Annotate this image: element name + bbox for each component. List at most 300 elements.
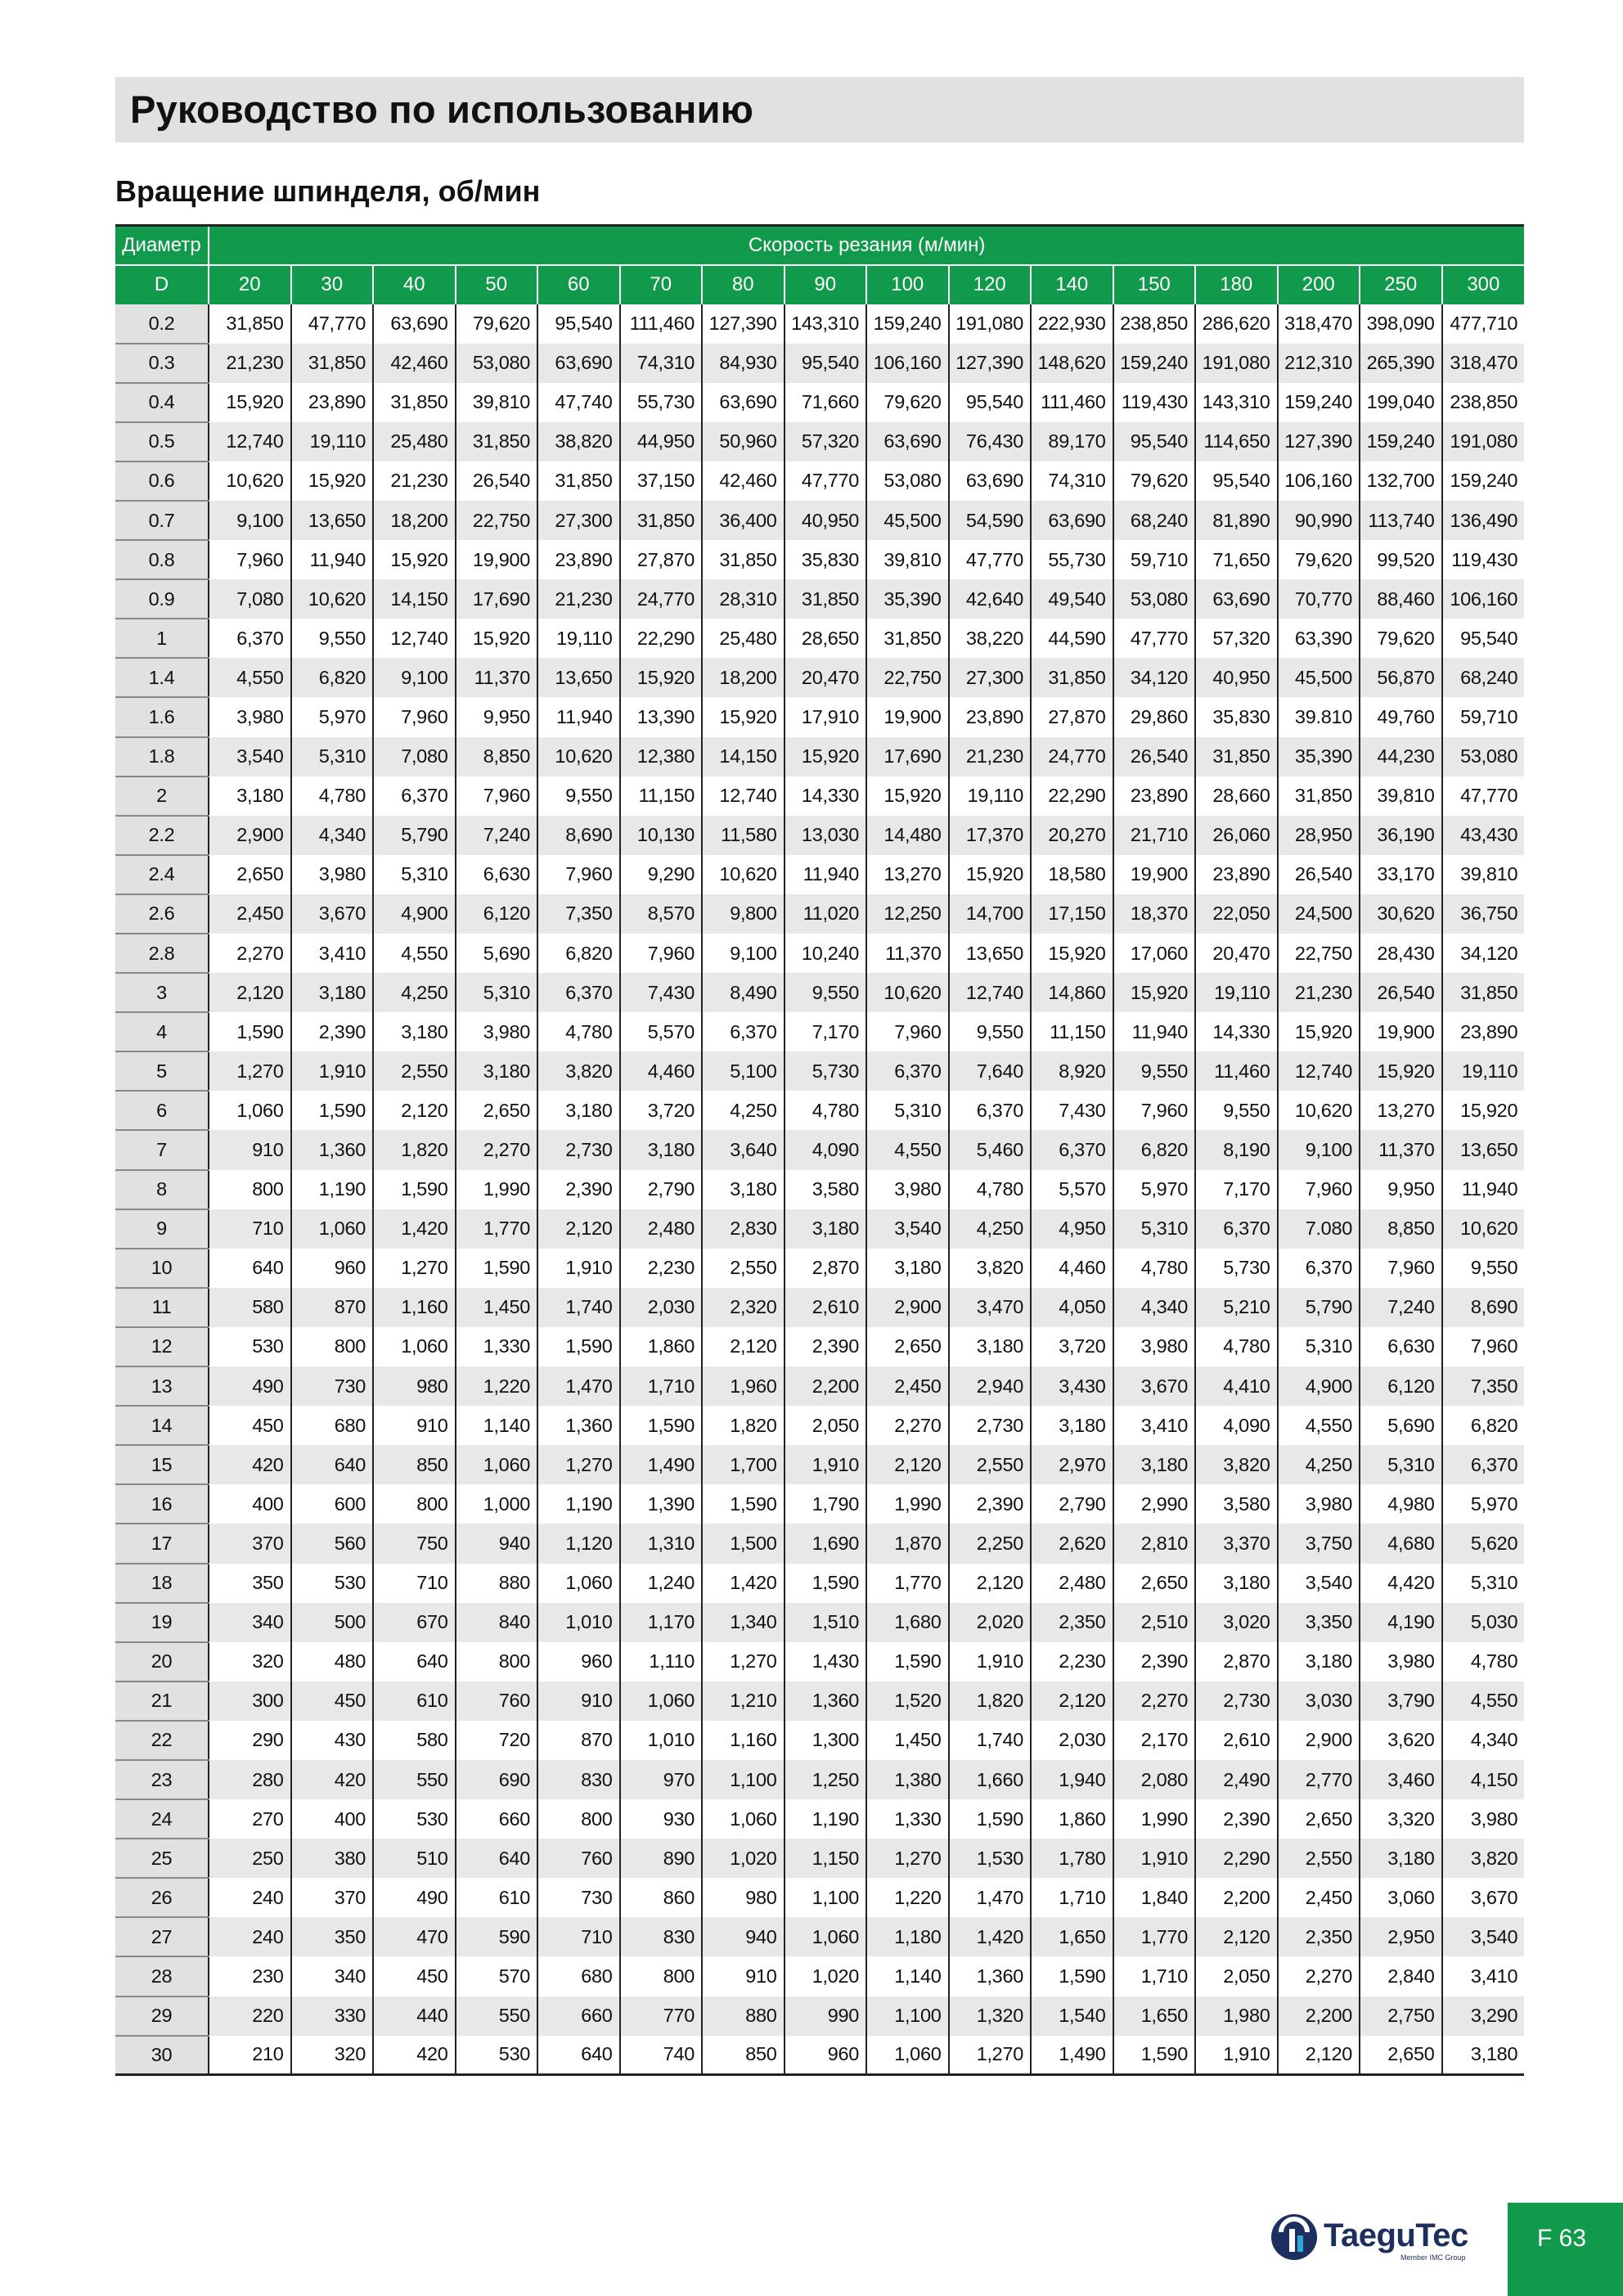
rpm-cell: 113,740 bbox=[1360, 501, 1442, 540]
rpm-cell: 1,700 bbox=[702, 1445, 785, 1484]
rpm-cell: 6,370 bbox=[373, 777, 456, 816]
rpm-cell: 5,790 bbox=[1278, 1288, 1360, 1327]
rpm-cell: 350 bbox=[291, 1917, 374, 1956]
rpm-cell: 5,970 bbox=[1442, 1484, 1525, 1524]
rpm-cell: 28,430 bbox=[1360, 934, 1442, 973]
diameter-cell: 16 bbox=[115, 1484, 209, 1524]
diameter-cell: 19 bbox=[115, 1603, 209, 1642]
rpm-cell: 450 bbox=[291, 1681, 374, 1721]
table-row bbox=[115, 1288, 1524, 1327]
table-row bbox=[115, 422, 1524, 461]
table-row bbox=[115, 1209, 1524, 1249]
rpm-cell: 1,510 bbox=[785, 1603, 867, 1642]
rpm-cell: 19,110 bbox=[1442, 1051, 1525, 1091]
rpm-cell: 3,180 bbox=[1113, 1445, 1196, 1484]
rpm-cell: 4,780 bbox=[949, 1170, 1032, 1209]
rpm-cell: 940 bbox=[456, 1524, 538, 1563]
table-row bbox=[115, 1170, 1524, 1209]
rpm-cell: 640 bbox=[291, 1445, 374, 1484]
table-row bbox=[115, 1681, 1524, 1721]
rpm-cell: 15,920 bbox=[1031, 934, 1113, 973]
rpm-cell: 21,230 bbox=[373, 461, 456, 501]
rpm-cell: 680 bbox=[537, 1956, 620, 1996]
rpm-cell: 28,650 bbox=[785, 619, 867, 658]
table-row bbox=[115, 658, 1524, 697]
rpm-cell: 238,850 bbox=[1113, 304, 1196, 344]
rpm-cell: 1,860 bbox=[1031, 1799, 1113, 1839]
speed-header-cell: 250 bbox=[1360, 265, 1442, 304]
diameter-cell: 21 bbox=[115, 1681, 209, 1721]
rpm-cell: 88,460 bbox=[1360, 579, 1442, 619]
rpm-cell: 8,850 bbox=[456, 737, 538, 777]
rpm-cell: 3,410 bbox=[1442, 1956, 1525, 1996]
rpm-cell: 23,890 bbox=[1113, 777, 1196, 816]
diameter-cell: 0.9 bbox=[115, 579, 209, 619]
diameter-cell: 28 bbox=[115, 1956, 209, 1996]
rpm-cell: 79,620 bbox=[1360, 619, 1442, 658]
rpm-cell: 159,240 bbox=[1360, 422, 1442, 461]
rpm-cell: 1,860 bbox=[620, 1327, 703, 1366]
rpm-cell: 3,540 bbox=[1278, 1564, 1360, 1603]
rpm-cell: 19,900 bbox=[866, 697, 949, 736]
rpm-cell: 54,590 bbox=[949, 501, 1032, 540]
rpm-cell: 400 bbox=[291, 1799, 374, 1839]
rpm-cell: 14,330 bbox=[785, 777, 867, 816]
rpm-cell: 910 bbox=[209, 1130, 291, 1169]
table-row bbox=[115, 1366, 1524, 1406]
rpm-cell: 570 bbox=[456, 1956, 538, 1996]
rpm-cell: 63,690 bbox=[1031, 501, 1113, 540]
rpm-cell: 9,100 bbox=[702, 934, 785, 973]
rpm-cell: 36,190 bbox=[1360, 816, 1442, 855]
rpm-cell: 420 bbox=[291, 1760, 374, 1799]
rpm-cell: 19,110 bbox=[949, 777, 1032, 816]
rpm-cell: 20,270 bbox=[1031, 816, 1113, 855]
rpm-cell: 3,670 bbox=[291, 894, 374, 934]
rpm-cell: 136,490 bbox=[1442, 501, 1525, 540]
rpm-cell: 1,530 bbox=[949, 1839, 1032, 1878]
rpm-cell: 330 bbox=[291, 1997, 374, 2036]
rpm-cell: 29,860 bbox=[1113, 697, 1196, 736]
rpm-cell: 1,060 bbox=[866, 2036, 949, 2075]
rpm-cell: 7,080 bbox=[373, 737, 456, 777]
rpm-cell: 35,830 bbox=[785, 540, 867, 579]
rpm-cell: 2,120 bbox=[1031, 1681, 1113, 1721]
rpm-cell: 990 bbox=[785, 1997, 867, 2036]
rpm-cell: 1,710 bbox=[1113, 1956, 1196, 1996]
table-row bbox=[115, 2036, 1524, 2075]
rpm-cell: 127,390 bbox=[1278, 422, 1360, 461]
rpm-cell: 2,250 bbox=[949, 1524, 1032, 1563]
rpm-cell: 1,420 bbox=[702, 1564, 785, 1603]
rpm-cell: 4,550 bbox=[1442, 1681, 1525, 1721]
rpm-cell: 490 bbox=[209, 1366, 291, 1406]
rpm-cell: 340 bbox=[291, 1956, 374, 1996]
rpm-cell: 13,390 bbox=[620, 697, 703, 736]
rpm-cell: 2,120 bbox=[373, 1091, 456, 1130]
d-label-header: D bbox=[115, 265, 209, 304]
rpm-cell: 1,840 bbox=[1113, 1878, 1196, 1917]
rpm-cell: 68,240 bbox=[1442, 658, 1525, 697]
table-row bbox=[115, 1760, 1524, 1799]
rpm-cell: 6,370 bbox=[1278, 1249, 1360, 1288]
rpm-cell: 1,450 bbox=[456, 1288, 538, 1327]
rpm-cell: 34,120 bbox=[1442, 934, 1525, 973]
rpm-cell: 530 bbox=[291, 1564, 374, 1603]
rpm-cell: 10,620 bbox=[209, 461, 291, 501]
rpm-cell: 2,870 bbox=[785, 1249, 867, 1288]
rpm-cell: 45,500 bbox=[1278, 658, 1360, 697]
rpm-cell: 3,980 bbox=[291, 855, 374, 894]
rpm-cell: 580 bbox=[373, 1721, 456, 1760]
rpm-cell: 17,690 bbox=[456, 579, 538, 619]
rpm-cell: 11,370 bbox=[866, 934, 949, 973]
rpm-cell: 1,270 bbox=[209, 1051, 291, 1091]
rpm-cell: 2,200 bbox=[1278, 1997, 1360, 2036]
rpm-cell: 99,520 bbox=[1360, 540, 1442, 579]
rpm-cell: 35,390 bbox=[1278, 737, 1360, 777]
rpm-cell: 2,970 bbox=[1031, 1445, 1113, 1484]
rpm-cell: 1,060 bbox=[702, 1799, 785, 1839]
speed-header-cell: 100 bbox=[866, 265, 949, 304]
rpm-cell: 15,920 bbox=[949, 855, 1032, 894]
rpm-cell: 1,250 bbox=[785, 1760, 867, 1799]
rpm-cell: 11,940 bbox=[785, 855, 867, 894]
rpm-cell: 4,050 bbox=[1031, 1288, 1113, 1327]
rpm-cell: 3,180 bbox=[209, 777, 291, 816]
rpm-cell: 720 bbox=[456, 1721, 538, 1760]
rpm-cell: 750 bbox=[373, 1524, 456, 1563]
rpm-cell: 14,150 bbox=[373, 579, 456, 619]
rpm-cell: 2,650 bbox=[1278, 1799, 1360, 1839]
rpm-cell: 3,980 bbox=[1360, 1642, 1442, 1681]
rpm-cell: 106,160 bbox=[1278, 461, 1360, 501]
speed-header-cell: 80 bbox=[702, 265, 785, 304]
rpm-cell: 710 bbox=[537, 1917, 620, 1956]
rpm-cell: 2,080 bbox=[1113, 1760, 1196, 1799]
rpm-cell: 47,770 bbox=[949, 540, 1032, 579]
rpm-cell: 2,950 bbox=[1360, 1917, 1442, 1956]
rpm-cell: 2,550 bbox=[949, 1445, 1032, 1484]
rpm-cell: 3,820 bbox=[949, 1249, 1032, 1288]
rpm-cell: 1,870 bbox=[866, 1524, 949, 1563]
rpm-cell: 800 bbox=[620, 1956, 703, 1996]
rpm-cell: 13,270 bbox=[866, 855, 949, 894]
rpm-cell: 1,660 bbox=[949, 1760, 1032, 1799]
rpm-cell: 2,050 bbox=[1195, 1956, 1278, 1996]
table-row bbox=[115, 1917, 1524, 1956]
table-row bbox=[115, 855, 1524, 894]
rpm-cell: 1,680 bbox=[866, 1603, 949, 1642]
rpm-cell: 63,690 bbox=[866, 422, 949, 461]
rpm-cell: 980 bbox=[702, 1878, 785, 1917]
rpm-cell: 3,180 bbox=[785, 1209, 867, 1249]
table-row bbox=[115, 383, 1524, 422]
rpm-cell: 3,620 bbox=[1360, 1721, 1442, 1760]
rpm-cell: 3,410 bbox=[1113, 1406, 1196, 1445]
rpm-cell: 59,710 bbox=[1442, 697, 1525, 736]
rpm-cell: 4,550 bbox=[373, 934, 456, 973]
rpm-cell: 2,480 bbox=[620, 1209, 703, 1249]
rpm-cell: 1,490 bbox=[1031, 2036, 1113, 2075]
rpm-cell: 660 bbox=[456, 1799, 538, 1839]
rpm-cell: 1,540 bbox=[1031, 1997, 1113, 2036]
diameter-cell: 11 bbox=[115, 1288, 209, 1327]
rpm-cell: 31,850 bbox=[1442, 973, 1525, 1012]
rpm-cell: 12,740 bbox=[949, 973, 1032, 1012]
rpm-cell: 7,960 bbox=[1360, 1249, 1442, 1288]
rpm-cell: 9,550 bbox=[1442, 1249, 1525, 1288]
rpm-cell: 1,210 bbox=[702, 1681, 785, 1721]
rpm-cell: 4,340 bbox=[1113, 1288, 1196, 1327]
rpm-cell: 670 bbox=[373, 1603, 456, 1642]
rpm-cell: 4,460 bbox=[620, 1051, 703, 1091]
rpm-cell: 95,540 bbox=[1195, 461, 1278, 501]
rpm-cell: 24,770 bbox=[620, 579, 703, 619]
rpm-cell: 15,920 bbox=[866, 777, 949, 816]
rpm-cell: 5,030 bbox=[1442, 1603, 1525, 1642]
rpm-cell: 2,610 bbox=[785, 1288, 867, 1327]
rpm-cell: 55,730 bbox=[1031, 540, 1113, 579]
rpm-cell: 81,890 bbox=[1195, 501, 1278, 540]
table-row bbox=[115, 1524, 1524, 1563]
rpm-cell: 6,820 bbox=[291, 658, 374, 697]
rpm-cell: 143,310 bbox=[1195, 383, 1278, 422]
rpm-cell: 1,000 bbox=[456, 1484, 538, 1524]
rpm-cell: 850 bbox=[702, 2036, 785, 2075]
rpm-cell: 1,330 bbox=[866, 1799, 949, 1839]
rpm-cell: 18,370 bbox=[1113, 894, 1196, 934]
rpm-cell: 31,850 bbox=[209, 304, 291, 344]
rpm-cell: 4,550 bbox=[866, 1130, 949, 1169]
rpm-cell: 880 bbox=[702, 1997, 785, 2036]
rpm-cell: 1,490 bbox=[620, 1445, 703, 1484]
rpm-cell: 7,350 bbox=[1442, 1366, 1525, 1406]
rpm-cell: 11,940 bbox=[537, 697, 620, 736]
rpm-cell: 31,850 bbox=[291, 344, 374, 383]
rpm-cell: 1,190 bbox=[785, 1799, 867, 1839]
rpm-cell: 500 bbox=[291, 1603, 374, 1642]
rpm-cell: 440 bbox=[373, 1997, 456, 2036]
rpm-cell: 2,450 bbox=[209, 894, 291, 934]
rpm-cell: 265,390 bbox=[1360, 344, 1442, 383]
rpm-cell: 6,630 bbox=[456, 855, 538, 894]
rpm-cell: 4,780 bbox=[1442, 1642, 1525, 1681]
rpm-cell: 230 bbox=[209, 1956, 291, 1996]
table-row bbox=[115, 1997, 1524, 2036]
table-row bbox=[115, 1091, 1524, 1130]
rpm-cell: 5,310 bbox=[1442, 1564, 1525, 1603]
rpm-cell: 35,390 bbox=[866, 579, 949, 619]
rpm-cell: 1,160 bbox=[702, 1721, 785, 1760]
rpm-cell: 2,230 bbox=[620, 1249, 703, 1288]
rpm-cell: 1,650 bbox=[1031, 1917, 1113, 1956]
rpm-cell: 1,590 bbox=[620, 1406, 703, 1445]
diameter-cell: 2.2 bbox=[115, 816, 209, 855]
rpm-cell: 2,490 bbox=[1195, 1760, 1278, 1799]
diameter-cell: 2.6 bbox=[115, 894, 209, 934]
rpm-cell: 1,910 bbox=[1113, 1839, 1196, 1878]
rpm-cell: 2,120 bbox=[209, 973, 291, 1012]
rpm-cell: 2,990 bbox=[1113, 1484, 1196, 1524]
rpm-cell: 2,390 bbox=[785, 1327, 867, 1366]
rpm-cell: 2,770 bbox=[1278, 1760, 1360, 1799]
diameter-cell: 5 bbox=[115, 1051, 209, 1091]
table-row bbox=[115, 1484, 1524, 1524]
rpm-cell: 12,740 bbox=[373, 619, 456, 658]
speed-header-cell: 40 bbox=[373, 265, 456, 304]
rpm-cell: 17,690 bbox=[866, 737, 949, 777]
rpm-cell: 610 bbox=[373, 1681, 456, 1721]
taegutec-logo-icon bbox=[1270, 2213, 1319, 2262]
rpm-cell: 148,620 bbox=[1031, 344, 1113, 383]
table-row bbox=[115, 973, 1524, 1012]
rpm-cell: 5,570 bbox=[620, 1012, 703, 1051]
rpm-cell: 1,590 bbox=[1113, 2036, 1196, 2075]
rpm-cell: 53,080 bbox=[1442, 737, 1525, 777]
rpm-cell: 1,100 bbox=[702, 1760, 785, 1799]
rpm-cell: 5,100 bbox=[702, 1051, 785, 1091]
rpm-cell: 42,460 bbox=[702, 461, 785, 501]
rpm-cell: 1,910 bbox=[537, 1249, 620, 1288]
rpm-cell: 45,500 bbox=[866, 501, 949, 540]
diameter-cell: 0.3 bbox=[115, 344, 209, 383]
rpm-cell: 1,420 bbox=[949, 1917, 1032, 1956]
rpm-cell: 12,380 bbox=[620, 737, 703, 777]
table-row bbox=[115, 1642, 1524, 1681]
rpm-cell: 2,650 bbox=[1113, 1564, 1196, 1603]
rpm-cell: 7,080 bbox=[209, 579, 291, 619]
rpm-cell: 800 bbox=[537, 1799, 620, 1839]
rpm-cell: 1,240 bbox=[620, 1564, 703, 1603]
rpm-cell: 22,750 bbox=[866, 658, 949, 697]
rpm-cell: 17,370 bbox=[949, 816, 1032, 855]
rpm-cell: 57,320 bbox=[785, 422, 867, 461]
rpm-cell: 250 bbox=[209, 1839, 291, 1878]
rpm-cell: 4,680 bbox=[1360, 1524, 1442, 1563]
table-row bbox=[115, 934, 1524, 973]
rpm-cell: 4,550 bbox=[1278, 1406, 1360, 1445]
rpm-cell: 1,310 bbox=[620, 1524, 703, 1563]
rpm-cell: 1,360 bbox=[949, 1956, 1032, 1996]
rpm-cell: 191,080 bbox=[1442, 422, 1525, 461]
rpm-cell: 15,920 bbox=[1442, 1091, 1525, 1130]
rpm-cell: 2,270 bbox=[866, 1406, 949, 1445]
rpm-cell: 1,770 bbox=[456, 1209, 538, 1249]
rpm-cell: 24,500 bbox=[1278, 894, 1360, 934]
rpm-cell: 159,240 bbox=[1278, 383, 1360, 422]
rpm-cell: 3,980 bbox=[1442, 1799, 1525, 1839]
rpm-cell: 2,390 bbox=[537, 1170, 620, 1209]
rpm-cell: 910 bbox=[373, 1406, 456, 1445]
rpm-cell: 380 bbox=[291, 1839, 374, 1878]
rpm-cell: 2,790 bbox=[1031, 1484, 1113, 1524]
rpm-cell: 84,930 bbox=[702, 344, 785, 383]
rpm-cell: 1,270 bbox=[949, 2036, 1032, 2075]
rpm-cell: 610 bbox=[456, 1878, 538, 1917]
rpm-cell: 550 bbox=[456, 1997, 538, 2036]
rpm-cell: 13,650 bbox=[291, 501, 374, 540]
rpm-cell: 159,240 bbox=[1442, 461, 1525, 501]
rpm-cell: 13,650 bbox=[1442, 1130, 1525, 1169]
diameter-cell: 6 bbox=[115, 1091, 209, 1130]
rpm-cell: 1,270 bbox=[537, 1445, 620, 1484]
spindle-speed-table bbox=[115, 224, 1524, 2076]
table-row bbox=[115, 1956, 1524, 1996]
rpm-cell: 1,910 bbox=[949, 1642, 1032, 1681]
rpm-cell: 79,620 bbox=[866, 383, 949, 422]
rpm-cell: 22,750 bbox=[456, 501, 538, 540]
rpm-cell: 111,460 bbox=[1031, 383, 1113, 422]
rpm-cell: 2,120 bbox=[702, 1327, 785, 1366]
rpm-cell: 4,950 bbox=[1031, 1209, 1113, 1249]
speed-values-row bbox=[115, 265, 1524, 304]
rpm-cell: 1,780 bbox=[1031, 1839, 1113, 1878]
rpm-cell: 2,450 bbox=[1278, 1878, 1360, 1917]
rpm-cell: 13,270 bbox=[1360, 1091, 1442, 1130]
rpm-cell: 9,100 bbox=[1278, 1130, 1360, 1169]
rpm-cell: 3,180 bbox=[866, 1249, 949, 1288]
rpm-cell: 8,490 bbox=[702, 973, 785, 1012]
rpm-cell: 4,340 bbox=[291, 816, 374, 855]
diameter-cell: 22 bbox=[115, 1721, 209, 1760]
rpm-cell: 240 bbox=[209, 1878, 291, 1917]
rpm-cell: 680 bbox=[291, 1406, 374, 1445]
rpm-cell: 3,820 bbox=[1442, 1839, 1525, 1878]
rpm-cell: 2,270 bbox=[1113, 1681, 1196, 1721]
rpm-cell: 31,850 bbox=[1031, 658, 1113, 697]
rpm-cell: 22,290 bbox=[620, 619, 703, 658]
rpm-cell: 5,210 bbox=[1195, 1288, 1278, 1327]
rpm-cell: 19,110 bbox=[1195, 973, 1278, 1012]
rpm-cell: 4,340 bbox=[1442, 1721, 1525, 1760]
rpm-cell: 4,780 bbox=[785, 1091, 867, 1130]
diameter-cell: 13 bbox=[115, 1366, 209, 1406]
rpm-cell: 56,870 bbox=[1360, 658, 1442, 697]
rpm-cell: 22,290 bbox=[1031, 777, 1113, 816]
rpm-cell: 90,990 bbox=[1278, 501, 1360, 540]
rpm-cell: 1,740 bbox=[537, 1288, 620, 1327]
rpm-cell: 490 bbox=[373, 1878, 456, 1917]
rpm-cell: 5,570 bbox=[1031, 1170, 1113, 1209]
rpm-cell: 53,080 bbox=[866, 461, 949, 501]
rpm-cell: 1,170 bbox=[620, 1603, 703, 1642]
table-row bbox=[115, 697, 1524, 736]
rpm-cell: 1,060 bbox=[620, 1681, 703, 1721]
rpm-cell: 5,310 bbox=[866, 1091, 949, 1130]
rpm-cell: 18,200 bbox=[373, 501, 456, 540]
rpm-cell: 1,770 bbox=[1113, 1917, 1196, 1956]
rpm-cell: 286,620 bbox=[1195, 304, 1278, 344]
rpm-cell: 960 bbox=[291, 1249, 374, 1288]
rpm-cell: 5,620 bbox=[1442, 1524, 1525, 1563]
rpm-cell: 5,730 bbox=[785, 1051, 867, 1091]
table-row bbox=[115, 1839, 1524, 1878]
rpm-cell: 15,920 bbox=[456, 619, 538, 658]
diameter-cell: 25 bbox=[115, 1839, 209, 1878]
rpm-cell: 1,300 bbox=[785, 1721, 867, 1760]
rpm-cell: 4,090 bbox=[1195, 1406, 1278, 1445]
rpm-cell: 3,020 bbox=[1195, 1603, 1278, 1642]
rpm-cell: 15,920 bbox=[702, 697, 785, 736]
rpm-cell: 2,650 bbox=[1360, 2036, 1442, 2075]
rpm-cell: 23,890 bbox=[949, 697, 1032, 736]
speed-header-cell: 50 bbox=[456, 265, 538, 304]
rpm-cell: 560 bbox=[291, 1524, 374, 1563]
rpm-cell: 15,920 bbox=[1278, 1012, 1360, 1051]
rpm-cell: 1,110 bbox=[620, 1642, 703, 1681]
diameter-cell: 12 bbox=[115, 1327, 209, 1366]
